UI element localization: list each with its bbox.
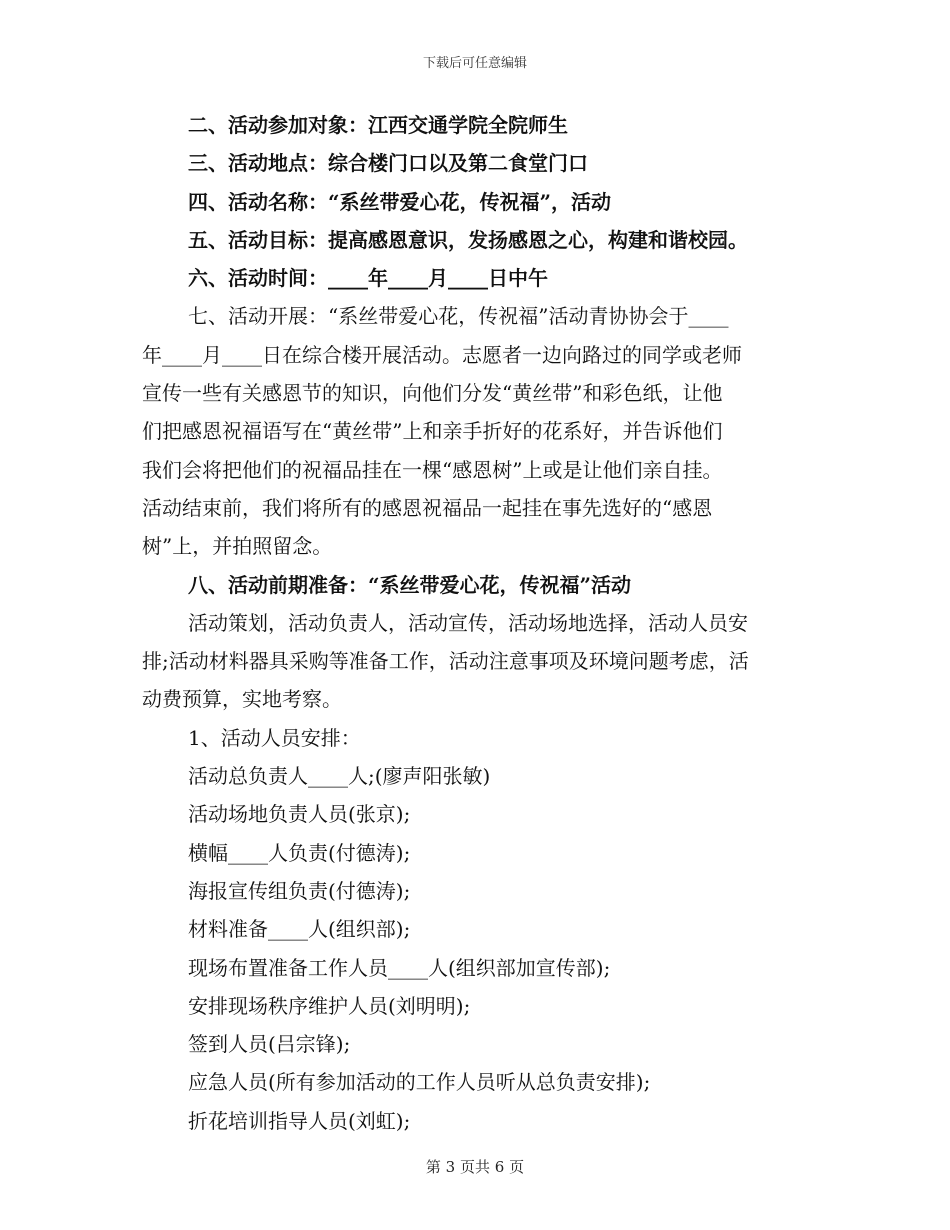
page-footer: 第 3 页共 6 页	[425, 1158, 525, 1176]
paragraph-line: 我们会将把他们的祝福品挂在一棵“感恩树”上或是让他们亲自挂。	[142, 457, 723, 482]
document-body	[142, 106, 802, 1140]
list-item: 现场布置准备工作人员____人(组织部加宣传部);	[188, 955, 611, 980]
staff-arrangement-heading: 1、活动人员安排：	[188, 725, 361, 750]
section-participants: 二、活动参加对象：江西交通学院全院师生	[188, 113, 568, 137]
paragraph-line: 活动策划，活动负责人，活动宣传，活动场地选择，活动人员安	[188, 610, 748, 635]
paragraph-line: 树”上，并拍照留念。	[142, 534, 333, 559]
section-name: 四、活动名称：“系丝带爱心花，传祝福”，活动	[188, 189, 612, 214]
list-item: 应急人员(所有参加活动的工作人员听从总负责安排);	[188, 1070, 651, 1095]
preparation-paragraph	[142, 604, 802, 719]
paragraph-line: 排;活动材料器具采购等准备工作，活动注意事项及环境问题考虑，活	[142, 649, 749, 674]
paragraph-line: 七、活动开展：“系丝带爱心花，传祝福”活动青协协会于____	[188, 304, 729, 329]
section-time: 六、活动时间：____年____月____日中午	[188, 266, 548, 291]
list-item: 签到人员(吕宗锋);	[188, 1032, 351, 1057]
list-item: 海报宣传组负责(付德涛);	[188, 878, 411, 903]
list-item: 活动总负责人____人;(廖声阳张敏)	[188, 764, 491, 789]
section-activity-paragraph	[142, 297, 802, 565]
list-item: 材料准备____人(组织部);	[188, 917, 411, 942]
page-header: 下载后可任意编辑	[422, 56, 527, 71]
section-location: 三、活动地点：综合楼门口以及第二食堂门口	[188, 151, 588, 176]
paragraph-line: 动费预算，实地考察。	[142, 687, 342, 712]
paragraph-line: 宣传一些有关感恩节的知识，向他们分发“黄丝带”和彩色纸，让他	[142, 381, 723, 406]
list-item: 折花培训指导人员(刘虹);	[188, 1108, 411, 1133]
list-item: 安排现场秩序维护人员(刘明明);	[188, 993, 471, 1018]
paragraph-line: 活动结束前，我们将所有的感恩祝福品一起挂在事先选好的“感恩	[142, 495, 713, 520]
list-item: 横幅____人负责(付德涛);	[188, 840, 411, 865]
section-preparation: 八、活动前期准备：“系丝带爱心花，传祝福”活动	[188, 572, 632, 597]
paragraph-line: 们把感恩祝福语写在“黄丝带”上和亲手折好的花系好，并告诉他们	[142, 419, 723, 444]
paragraph-line: 年____月____日在综合楼开展活动。志愿者一边向路过的同学或老师	[142, 342, 742, 367]
list-item: 活动场地负责人员(张京);	[188, 802, 411, 827]
section-goal: 五、活动目标：提高感恩意识，发扬感恩之心，构建和谐校园。	[188, 227, 748, 252]
